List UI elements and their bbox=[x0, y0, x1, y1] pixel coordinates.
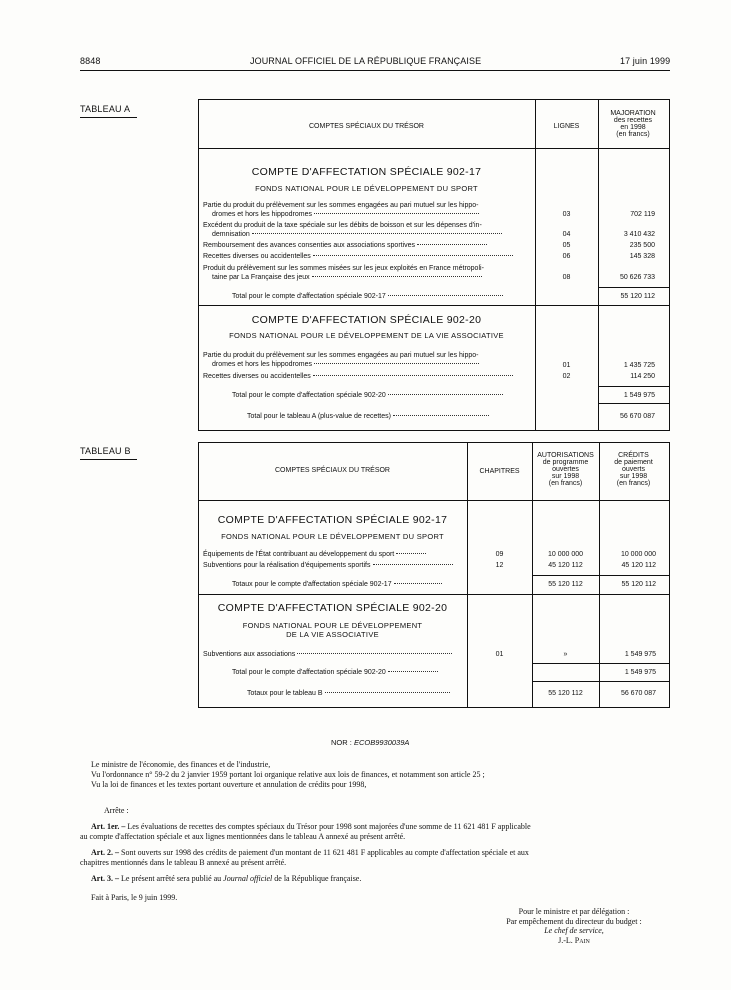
col-auth-l2: de programme bbox=[542, 459, 589, 466]
row-text: Total pour le compte d'affectation spéciale 902-20 bbox=[232, 392, 386, 399]
signature-block bbox=[484, 907, 664, 945]
table-a-row-1-value: 702 119 bbox=[630, 211, 655, 218]
table-a-label: TABLEAU A bbox=[80, 104, 131, 114]
article-2-text-l1: Sont ouverts sur 1998 des crédits de paiement d'un montant de 11 621 481 F applicables au compte d'affectation spéciale et aux bbox=[121, 848, 529, 857]
table-b-col-divider-1 bbox=[467, 442, 468, 707]
col-credits-l2: de paiement bbox=[614, 459, 653, 466]
article-3-text-end: de la République française. bbox=[274, 874, 362, 883]
table-a-row-1-l1: Partie du produit du prélèvement sur les sommes engagées au pari mutuel sur les hippo- bbox=[203, 202, 479, 209]
table-b-label: TABLEAU B bbox=[80, 446, 131, 456]
article-1-text-l2: au compte d'affectation spéciale et aux lignes mentionnées dans le tableau A annexé au présent arrêté. bbox=[80, 832, 406, 841]
article-2-label: Art. 2. – bbox=[91, 848, 119, 857]
table-b-total-1-credit: 55 120 112 bbox=[621, 581, 656, 588]
table-b-row-2-chapter: 12 bbox=[495, 562, 504, 569]
table-a-row-4-line: 06 bbox=[562, 253, 571, 260]
table-a-row-2-l1: Excédent du produit de la taxe spéciale sur les débits de boisson et sur les dépenses d'in- bbox=[203, 222, 482, 229]
article-3-journal: Journal officiel bbox=[223, 874, 273, 883]
signature-line-1: Pour le ministre et par délégation : bbox=[518, 907, 630, 916]
col-auth-l1: AUTORISATIONS bbox=[537, 452, 594, 459]
table-b-row-1-credit: 10 000 000 bbox=[620, 551, 656, 558]
table-b-total-1 bbox=[232, 580, 442, 589]
table-a-section-2-title: COMPTE D'AFFECTATION SPÉCIALE 902-20 bbox=[251, 314, 482, 326]
table-a-row-6-value: 1 435 725 bbox=[623, 362, 655, 369]
col-credits-l5: (en francs) bbox=[616, 480, 651, 487]
col-increase-l4: (en francs) bbox=[616, 131, 650, 138]
table-b-row-3-auth: » bbox=[563, 651, 568, 658]
nor-code: ECOB9930039A bbox=[353, 738, 410, 747]
subtitle-l1: FONDS NATIONAL POUR LE DÉVELOPPEMENT bbox=[242, 621, 423, 630]
table-b-col-credits bbox=[599, 452, 668, 487]
row-text: Total pour le compte d'affectation spéciale 902-17 bbox=[232, 293, 386, 300]
table-b-row-1-chapter: 09 bbox=[495, 551, 504, 558]
table-b-row-1-auth: 10 000 000 bbox=[547, 551, 584, 558]
signature-line-3: Le chef de service, bbox=[544, 926, 604, 935]
table-b-grand-total bbox=[247, 689, 450, 698]
article-2-text-l2: chapitres mentionnés dans le tableau B annexé au présent arrêté. bbox=[80, 858, 287, 867]
table-b-col-chapters: CHAPITRES bbox=[479, 468, 520, 475]
nor-reference bbox=[331, 738, 409, 747]
col-credits-l4: sur 1998 bbox=[619, 473, 648, 480]
table-b-row-3-chapter: 01 bbox=[495, 651, 504, 658]
article-2 bbox=[91, 848, 529, 858]
table-a-row-1-l2 bbox=[212, 210, 479, 219]
col-credits-l3: ouverts bbox=[622, 466, 645, 473]
row-text: dromes et hors les hippodromes bbox=[212, 211, 312, 218]
col-increase-l1: MAJORATION bbox=[610, 110, 656, 117]
table-a-total-2 bbox=[232, 391, 503, 400]
table-a-total-2-value: 1 549 975 bbox=[623, 392, 655, 399]
table-b-row-1 bbox=[203, 550, 426, 559]
row-text: taine par La Française des jeux bbox=[212, 274, 310, 281]
row-text: Recettes diverses ou accidentelles bbox=[203, 373, 311, 380]
table-b-section-2-subtitle bbox=[198, 621, 467, 639]
col-auth-l4: sur 1998 bbox=[551, 473, 580, 480]
col-auth-l3: ouvertes bbox=[552, 466, 579, 473]
row-text: Remboursement des avances consenties aux associations sportives bbox=[203, 242, 416, 249]
table-b-row-2 bbox=[203, 561, 453, 570]
signature-line-2: Par empêchement du directeur du budget : bbox=[506, 916, 642, 926]
table-a-row-3 bbox=[203, 241, 487, 250]
table-a-row-7-line: 02 bbox=[562, 373, 571, 380]
table-b-header-rule bbox=[198, 500, 669, 501]
table-a-subtotal-2-rule-top bbox=[598, 386, 669, 387]
table-a-section-2-subtitle: FONDS NATIONAL POUR LE DÉVELOPPEMENT DE LA VIE ASSOCIATIVE bbox=[229, 331, 504, 340]
table-a-row-6-l1: Partie du produit du prélèvement sur les sommes engagées au pari mutuel sur les hippo- bbox=[203, 352, 479, 359]
table-a-row-6-line: 01 bbox=[562, 362, 571, 369]
table-a-total-1-value: 55 120 112 bbox=[620, 293, 655, 300]
table-a-row-5-line: 08 bbox=[562, 274, 571, 281]
table-a-col-increase bbox=[598, 110, 668, 138]
subtitle-l2: DE LA VIE ASSOCIATIVE bbox=[286, 630, 379, 639]
table-a-row-7-value: 114 250 bbox=[630, 373, 655, 380]
table-a-col-accounts: COMPTES SPÉCIAUX DU TRÉSOR bbox=[308, 123, 424, 130]
table-a-row-5-value: 50 626 733 bbox=[619, 274, 655, 281]
table-a-label-rule bbox=[80, 117, 137, 118]
visa-ordonnance: Vu l'ordonnance n° 59-2 du 2 janvier 1959 portant loi organique relative aux lois de finances, et notamment son article 25 ; bbox=[91, 770, 485, 779]
table-b-row-3 bbox=[203, 650, 452, 659]
table-a-header-rule bbox=[198, 148, 669, 149]
row-text: Équipements de l'État contribuant au développement du sport bbox=[203, 551, 395, 558]
table-a-row-3-line: 05 bbox=[562, 242, 571, 249]
row-text: demnisation bbox=[212, 231, 250, 238]
table-a-total-1 bbox=[232, 292, 503, 301]
table-a-subtotal-2-rule-bottom bbox=[598, 403, 669, 404]
table-a-row-5-l1: Produit du prélèvement sur les sommes misées sur les jeux exploités en France métropoli- bbox=[203, 265, 484, 272]
table-a-row-1-line: 03 bbox=[562, 211, 571, 218]
col-increase-l2: des recettes bbox=[613, 117, 653, 124]
row-text: Totaux pour le compte d'affectation spéciale 902-17 bbox=[232, 581, 392, 588]
table-a-row-3-value: 235 500 bbox=[629, 242, 655, 249]
table-b-section-break bbox=[198, 594, 669, 595]
col-auth-l5: (en francs) bbox=[548, 480, 583, 487]
table-b-section-2-title: COMPTE D'AFFECTATION SPÉCIALE 902-20 bbox=[217, 602, 448, 614]
header-rule bbox=[80, 70, 670, 71]
article-3 bbox=[91, 874, 361, 884]
row-text: Subventions pour la réalisation d'équipements sportifs bbox=[203, 562, 371, 569]
row-text: Total pour le tableau A (plus-value de recettes) bbox=[247, 413, 391, 420]
table-a-subtotal-1-rule-top bbox=[598, 287, 669, 288]
table-a-grand-total bbox=[247, 412, 489, 421]
table-a-row-7 bbox=[203, 372, 513, 381]
arrete-heading: Arrête : bbox=[104, 806, 129, 815]
table-b-subtotal-2-rule-bottom bbox=[532, 681, 669, 682]
table-b-total-2 bbox=[232, 668, 438, 677]
col-credits-l1: CRÉDITS bbox=[618, 452, 649, 459]
table-b-grand-total-auth: 55 120 112 bbox=[548, 690, 583, 697]
visa-loi-finances: Vu la loi de finances et les textes portant ouverture et annulation de crédits pour 1998, bbox=[91, 780, 367, 789]
table-b-total-2-credit: 1 549 975 bbox=[624, 669, 656, 676]
issue-date: 17 juin 1999 bbox=[620, 56, 671, 66]
table-a-row-2-value: 3 410 432 bbox=[623, 231, 655, 238]
nor-label: NOR : bbox=[331, 738, 352, 747]
col-increase-l3: en 1998 bbox=[620, 124, 646, 131]
table-a-section-1-subtitle: FONDS NATIONAL POUR LE DÉVELOPPEMENT DU SPORT bbox=[255, 184, 478, 193]
article-3-text: Le présent arrêté sera publié au bbox=[121, 874, 222, 883]
article-3-label: Art. 3. – bbox=[91, 874, 119, 883]
table-b-subtotal-1-rule-top bbox=[532, 575, 669, 576]
table-a-grand-total-value: 56 670 087 bbox=[619, 413, 655, 420]
signature-place-date: Fait à Paris, le 9 juin 1999. bbox=[91, 893, 178, 902]
table-b-label-rule bbox=[80, 459, 137, 460]
table-a-section-break bbox=[198, 305, 669, 306]
table-b-section-1-title: COMPTE D'AFFECTATION SPÉCIALE 902-17 bbox=[217, 514, 448, 526]
table-a-row-5-l2 bbox=[212, 273, 482, 282]
table-b-subtotal-2-rule-top bbox=[532, 663, 669, 664]
article-1 bbox=[91, 822, 531, 832]
table-b-col-accounts: COMPTES SPÉCIAUX DU TRÉSOR bbox=[274, 467, 390, 474]
article-1-label: Art. 1er. – bbox=[91, 822, 126, 831]
row-text: Total pour le compte d'affectation spéciale 902-20 bbox=[232, 669, 386, 676]
page-number: 8848 bbox=[80, 56, 101, 66]
table-b-grand-total-credit: 56 670 087 bbox=[620, 690, 656, 697]
table-b-row-2-auth: 45 120 112 bbox=[548, 562, 583, 569]
journal-title: JOURNAL OFFICIEL DE LA RÉPUBLIQUE FRANÇAISE bbox=[250, 56, 482, 66]
table-a-row-2-line: 04 bbox=[562, 231, 571, 238]
table-a-section-1-title: COMPTE D'AFFECTATION SPÉCIALE 902-17 bbox=[251, 166, 482, 178]
table-a-row-6-l2 bbox=[212, 360, 479, 369]
signatory-name: J.-L. Pain bbox=[558, 935, 590, 945]
table-a-col-lines: LIGNES bbox=[553, 123, 580, 130]
table-b-section-1-subtitle: FONDS NATIONAL POUR LE DÉVELOPPEMENT DU SPORT bbox=[221, 532, 444, 541]
row-text: Totaux pour le tableau B bbox=[247, 690, 323, 697]
row-text: Recettes diverses ou accidentelles bbox=[203, 253, 311, 260]
article-1-text-l1: Les évaluations de recettes des comptes spéciaux du Trésor pour 1998 sont majorées d'une somme de 11 621 481 F applicable bbox=[127, 822, 531, 831]
row-text: dromes et hors les hippodromes bbox=[212, 361, 312, 368]
table-a-row-4 bbox=[203, 252, 513, 261]
table-a-row-2-l2 bbox=[212, 230, 502, 239]
table-b-row-2-credit: 45 120 112 bbox=[621, 562, 656, 569]
row-text: Subventions aux associations bbox=[203, 651, 296, 658]
table-b-total-1-auth: 55 120 112 bbox=[548, 581, 583, 588]
table-a-row-4-value: 145 328 bbox=[629, 253, 655, 260]
minister-line: Le ministre de l'économie, des finances et de l'industrie, bbox=[91, 760, 271, 769]
table-b-row-3-credit: 1 549 975 bbox=[624, 651, 656, 658]
table-b-col-authorizations bbox=[532, 452, 599, 487]
